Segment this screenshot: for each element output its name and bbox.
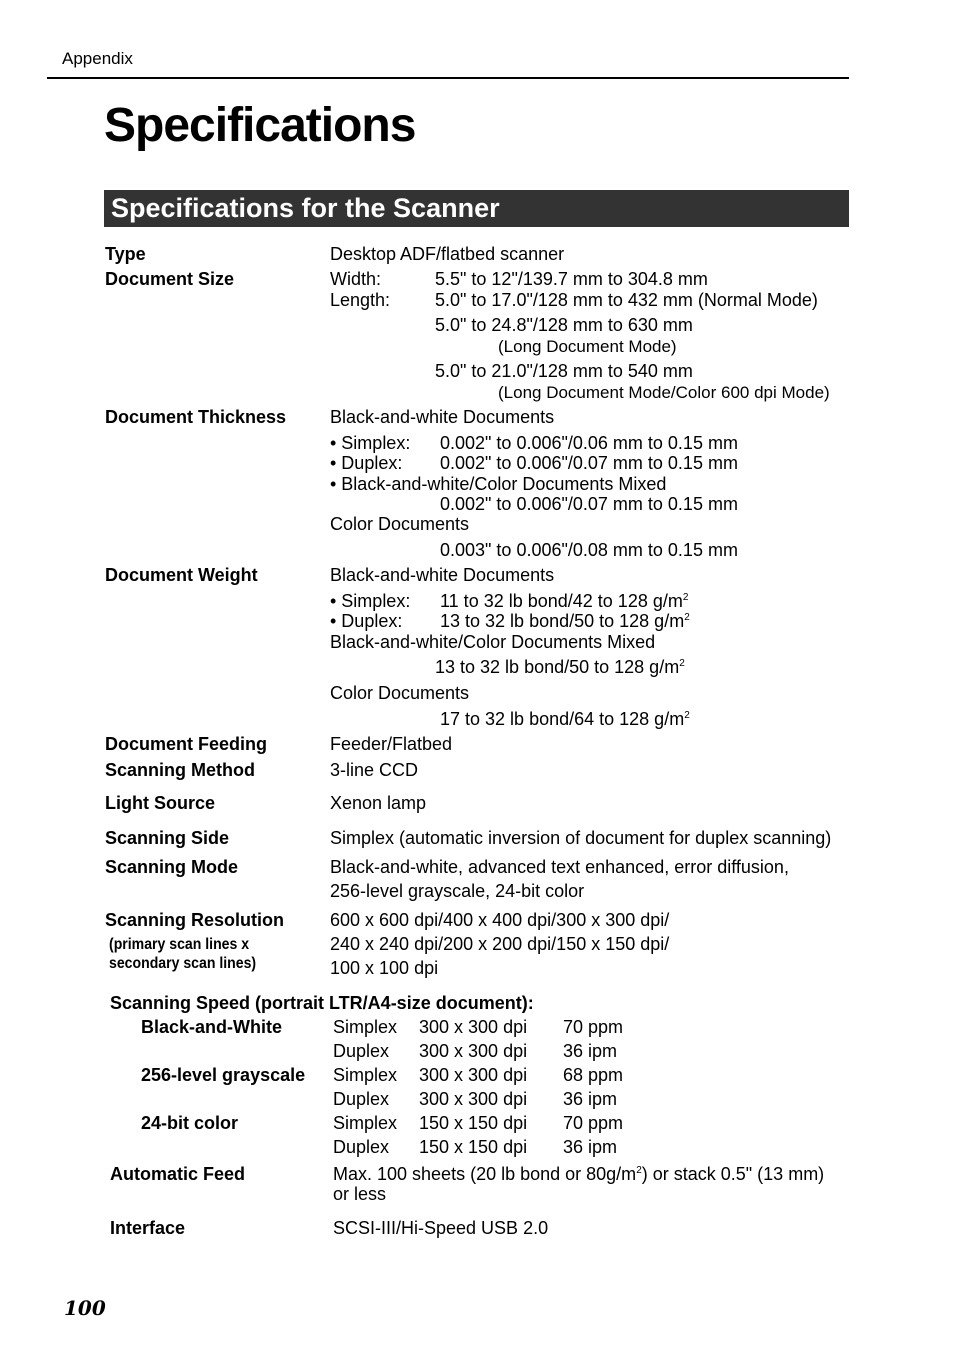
speed-resolution: 150 x 150 dpi: [419, 1113, 528, 1133]
weight-duplex-value: 13 to 32 lb bond/50 to 128 $g/m^2$: [440, 611, 690, 631]
auto-feed-label: Automatic Feed: [110, 1164, 246, 1184]
weight-color-value: 17 to 32 lb bond/64 to 128 $g/m^2$: [440, 709, 690, 729]
speed-resolution: 300 x 300 dpi: [419, 1041, 528, 1061]
speed-side: Duplex: [333, 1041, 390, 1061]
section-band: [104, 190, 849, 227]
thickness-simplex-value: 0.002" to 0.006"/0.06 mm to 0.15 mm: [440, 433, 738, 453]
width-label: Width:: [330, 269, 382, 289]
side-label: Scanning Side: [105, 828, 230, 848]
speed-resolution: 150 x 150 dpi: [419, 1137, 528, 1157]
page-title: Specifications: [104, 99, 416, 152]
feeding-label: Document Feeding: [105, 734, 268, 754]
type-label: Type: [105, 244, 146, 264]
width-value: 5.5" to 12"/139.7 mm to 304.8 mm: [435, 269, 708, 289]
speed-resolution: 300 x 300 dpi: [419, 1065, 528, 1085]
thickness-color-heading: Color Documents: [330, 514, 470, 534]
long-color-note: (Long Document Mode/Color 600 dpi Mode): [498, 383, 830, 402]
interface-value: SCSI-III/Hi-Speed USB 2.0: [333, 1218, 549, 1238]
auto-feed-line-2: or less: [333, 1184, 387, 1204]
weight-simplex-label: • Simplex:: [330, 591, 411, 611]
speed-value: 36 ipm: [563, 1041, 618, 1061]
resolution-label: Scanning Resolution: [105, 910, 285, 930]
long-color-value: 5.0" to 21.0"/128 mm to 540 mm: [435, 361, 693, 381]
length-label: Length:: [330, 290, 391, 310]
speed-mode: Black-and-White: [141, 1017, 283, 1037]
weight-bw-heading: Black-and-white Documents: [330, 565, 555, 585]
weight-mixed-heading: Black-and-white/Color Documents Mixed: [330, 632, 656, 652]
long-mode-note: (Long Document Mode): [498, 337, 677, 356]
type-value: Desktop ADF/flatbed scanner: [330, 244, 565, 264]
thickness-duplex-value: 0.002" to 0.006"/0.07 mm to 0.15 mm: [440, 453, 738, 473]
resolution-line-1: 600 x 600 dpi/400 x 400 dpi/300 x 300 dpi/: [330, 910, 670, 930]
method-label: Scanning Method: [105, 760, 255, 780]
speed-mode: 24-bit color: [141, 1113, 239, 1133]
resolution-line-2: 240 x 240 dpi/200 x 200 dpi/150 x 150 dpi/: [330, 934, 670, 954]
method-value: 3-line CCD: [330, 760, 419, 780]
speed-value: 70 ppm: [563, 1017, 624, 1037]
light-source-label: Light Source: [105, 793, 216, 813]
weight-label: Document Weight: [105, 565, 258, 585]
weight-color-heading: Color Documents: [330, 683, 470, 703]
mode-line-1: Black-and-white, advanced text enhanced, error diffusion,: [330, 857, 789, 877]
thickness-duplex-label: • Duplex:: [330, 453, 403, 473]
speed-value: 36 ipm: [563, 1137, 618, 1157]
auto-feed-line-1: Max. 100 sheets (20 lb bond or $80g/m^2$) or stack 0.5" (13 mm): [333, 1164, 825, 1184]
light-source-value: Xenon lamp: [330, 793, 427, 813]
mode-label: Scanning Mode: [105, 857, 239, 877]
thickness-mixed-label: • Black-and-white/Color Documents Mixed: [330, 474, 667, 494]
weight-mixed-value: 13 to 32 lb bond/50 to 128 $g/m^2$: [435, 657, 685, 677]
speed-side: Simplex: [333, 1017, 398, 1037]
speed-side: Simplex: [333, 1113, 398, 1133]
speed-value: 36 ipm: [563, 1089, 618, 1109]
mode-line-2: 256-level grayscale, 24-bit color: [330, 881, 585, 901]
header-rule: [47, 77, 849, 79]
feeding-value: Feeder/Flatbed: [330, 734, 453, 754]
interface-label: Interface: [110, 1218, 186, 1238]
length-value: 5.0" to 17.0"/128 mm to 432 mm (Normal Mode): [435, 290, 818, 310]
weight-duplex-label: • Duplex:: [330, 611, 403, 631]
side-value: Simplex (automatic inversion of document for duplex scanning): [330, 828, 832, 848]
thickness-bw-heading: Black-and-white Documents: [330, 407, 555, 427]
document-size-label: Document Size: [105, 269, 235, 289]
speed-value: 68 ppm: [563, 1065, 624, 1085]
speed-mode: 256-level grayscale: [141, 1065, 306, 1085]
resolution-note-1: (primary scan lines x: [109, 936, 250, 953]
speed-value: 70 ppm: [563, 1113, 624, 1133]
resolution-line-3: 100 x 100 dpi: [330, 958, 439, 978]
thickness-simplex-label: • Simplex:: [330, 433, 411, 453]
weight-simplex-value: 11 to 32 lb bond/42 to 128 $g/m^2$: [440, 591, 689, 611]
speed-side: Duplex: [333, 1089, 390, 1109]
resolution-note-2: secondary scan lines): [109, 955, 257, 972]
running-header: Appendix: [62, 49, 133, 68]
speed-side: Duplex: [333, 1137, 390, 1157]
thickness-color-value: 0.003" to 0.006"/0.08 mm to 0.15 mm: [440, 540, 738, 560]
speed-side: Simplex: [333, 1065, 398, 1085]
page-number: 100: [64, 1296, 106, 1320]
long-mode-value: 5.0" to 24.8"/128 mm to 630 mm: [435, 315, 693, 335]
thickness-mixed-value: 0.002" to 0.006"/0.07 mm to 0.15 mm: [440, 494, 738, 514]
speed-label: Scanning Speed (portrait LTR/A4-size document):: [110, 993, 534, 1013]
speed-resolution: 300 x 300 dpi: [419, 1089, 528, 1109]
thickness-label: Document Thickness: [105, 407, 287, 427]
section-title: Specifications for the Scanner: [111, 193, 500, 223]
speed-resolution: 300 x 300 dpi: [419, 1017, 528, 1037]
